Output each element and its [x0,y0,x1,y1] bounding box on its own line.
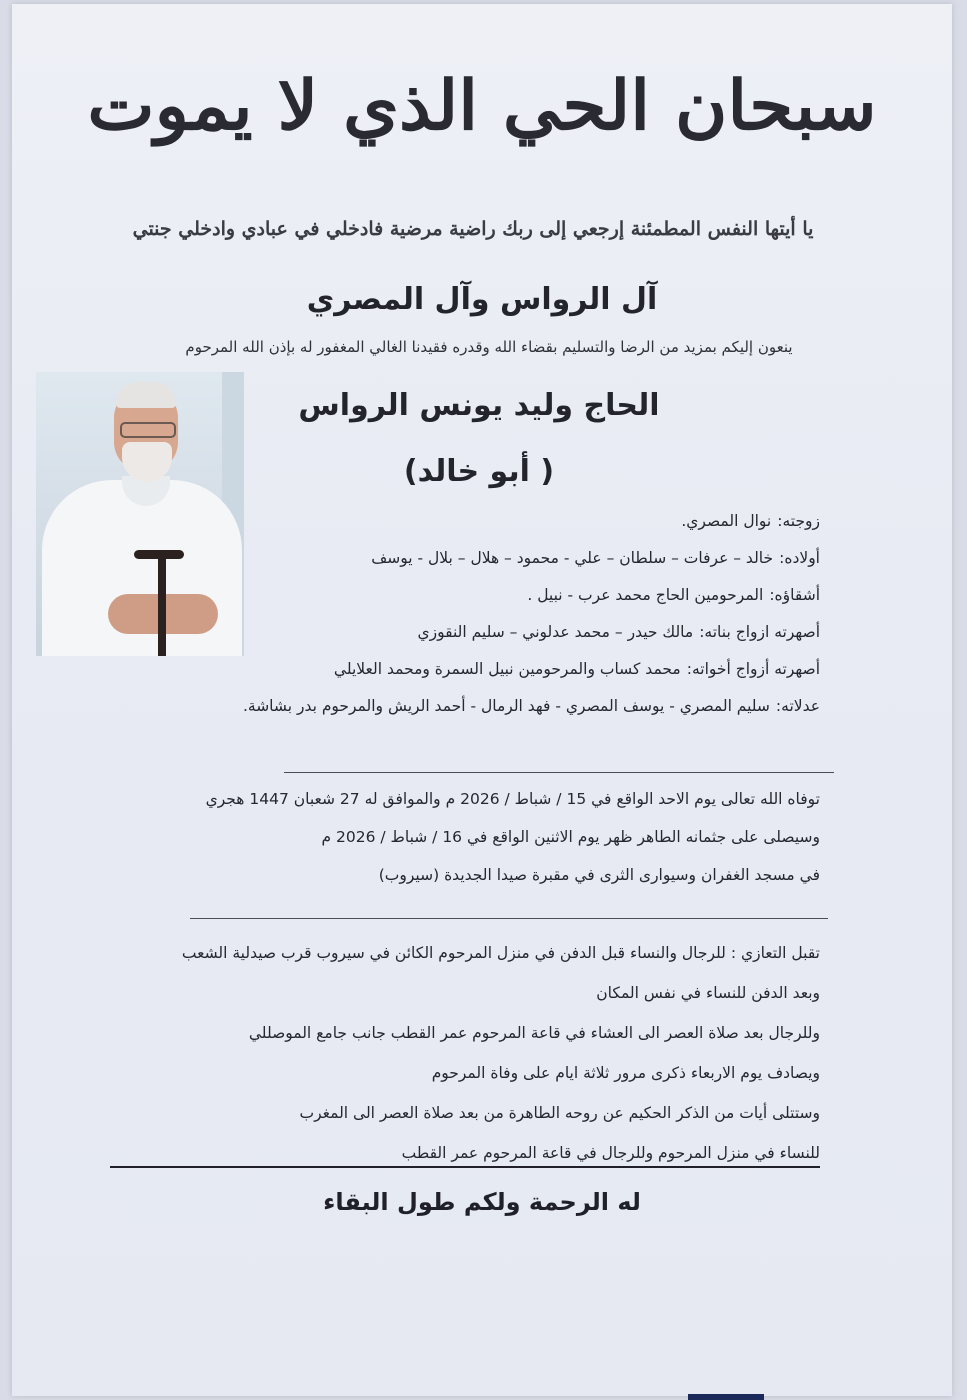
condolence-line: ويصادف يوم الاربعاء ذكرى مرور ثلاثة ايام على وفاة المرحوم [431,1064,820,1082]
death-info [146,790,820,904]
burial-line: في مسجد الغفران وسيوارى الثرى في مقبرة صيدا الجديدة (سيروب) [378,866,820,884]
condolence-line: تقبل التعازي : للرجال والنساء قبل الدفن في منزل المرحوم الكائن في سيروب قرب صيدلية الشعب [181,944,820,962]
families-title: آل الرواس وآل المصري [306,282,658,317]
relative-children: أولاده:خالد – عرفات – سلطان – علي - محمود – هلال – بلال - يوسف [371,549,820,567]
condolence-line: وبعد الدفن للنساء في نفس المكان [596,984,820,1002]
closing-phrase: له الرحمة ولكم طول البقاء [323,1188,641,1216]
quran-verse: يا أيتها النفس المطمئنة إرجعي إلى ربك راضية مرضية فادخلي في عبادي وادخلي جنتي [132,218,814,240]
calligraphy-heading: سبحان الحي الذي لا يموت [87,66,877,146]
divider-2 [190,918,828,919]
condolences-info [146,944,820,1184]
relative-in-laws: عدلاته:سليم المصري - يوسف المصري - فهد الرمال - أحمد الريش والمرحوم بدر بشاشة. [242,697,820,715]
death-date-line: توفاه الله تعالى يوم الاحد الواقع في 15 / شباط / 2026 م والموافق له 27 شعبان 1447 هجري [205,790,820,808]
corner-mark [688,1394,764,1400]
condolence-line: وستتلى أيات من الذكر الحكيم عن روحه الطاهرة من بعد صلاة العصر الى المغرب [299,1104,820,1122]
divider-1 [284,772,834,773]
relatives-list [172,512,820,734]
obituary-sheet [12,4,952,1396]
relative-sisters-husbands: أصهرته أزواج أخواته:محمد كساب والمرحومين نبيل السمرة ومحمد العلايلي [333,660,820,678]
deceased-name: الحاج وليد يونس الرواس [298,388,660,423]
relative-brothers: أشقاؤه:المرحومين الحاج محمد عرب - نبيل . [527,586,820,604]
deceased-nickname: ( أبو خالد) [403,454,555,489]
intro-text: ينعون إليكم بمزيد من الرضا والتسليم بقضاء الله وقدره فقيدنا الغالي المغفور له بإذن الله المرحوم [185,338,793,356]
relative-daughters-husbands: أصهرته ازواج بناته:مالك حيدر – محمد عدلوني – سليم النقوزي [417,623,820,641]
condolence-line: للنساء في منزل المرحوم وللرجال في قاعة المرحوم عمر القطب [401,1144,820,1162]
condolence-line: وللرجال بعد صلاة العصر الى العشاء في قاعة المرحوم عمر القطب جانب جامع الموصللي [248,1024,820,1042]
relative-wife: زوجته:نوال المصري. [681,512,820,530]
prayer-line: وسيصلى على جثمانه الطاهر ظهر يوم الاثنين الواقع في 16 / شباط / 2026 م [321,828,820,846]
divider-3 [110,1166,820,1168]
